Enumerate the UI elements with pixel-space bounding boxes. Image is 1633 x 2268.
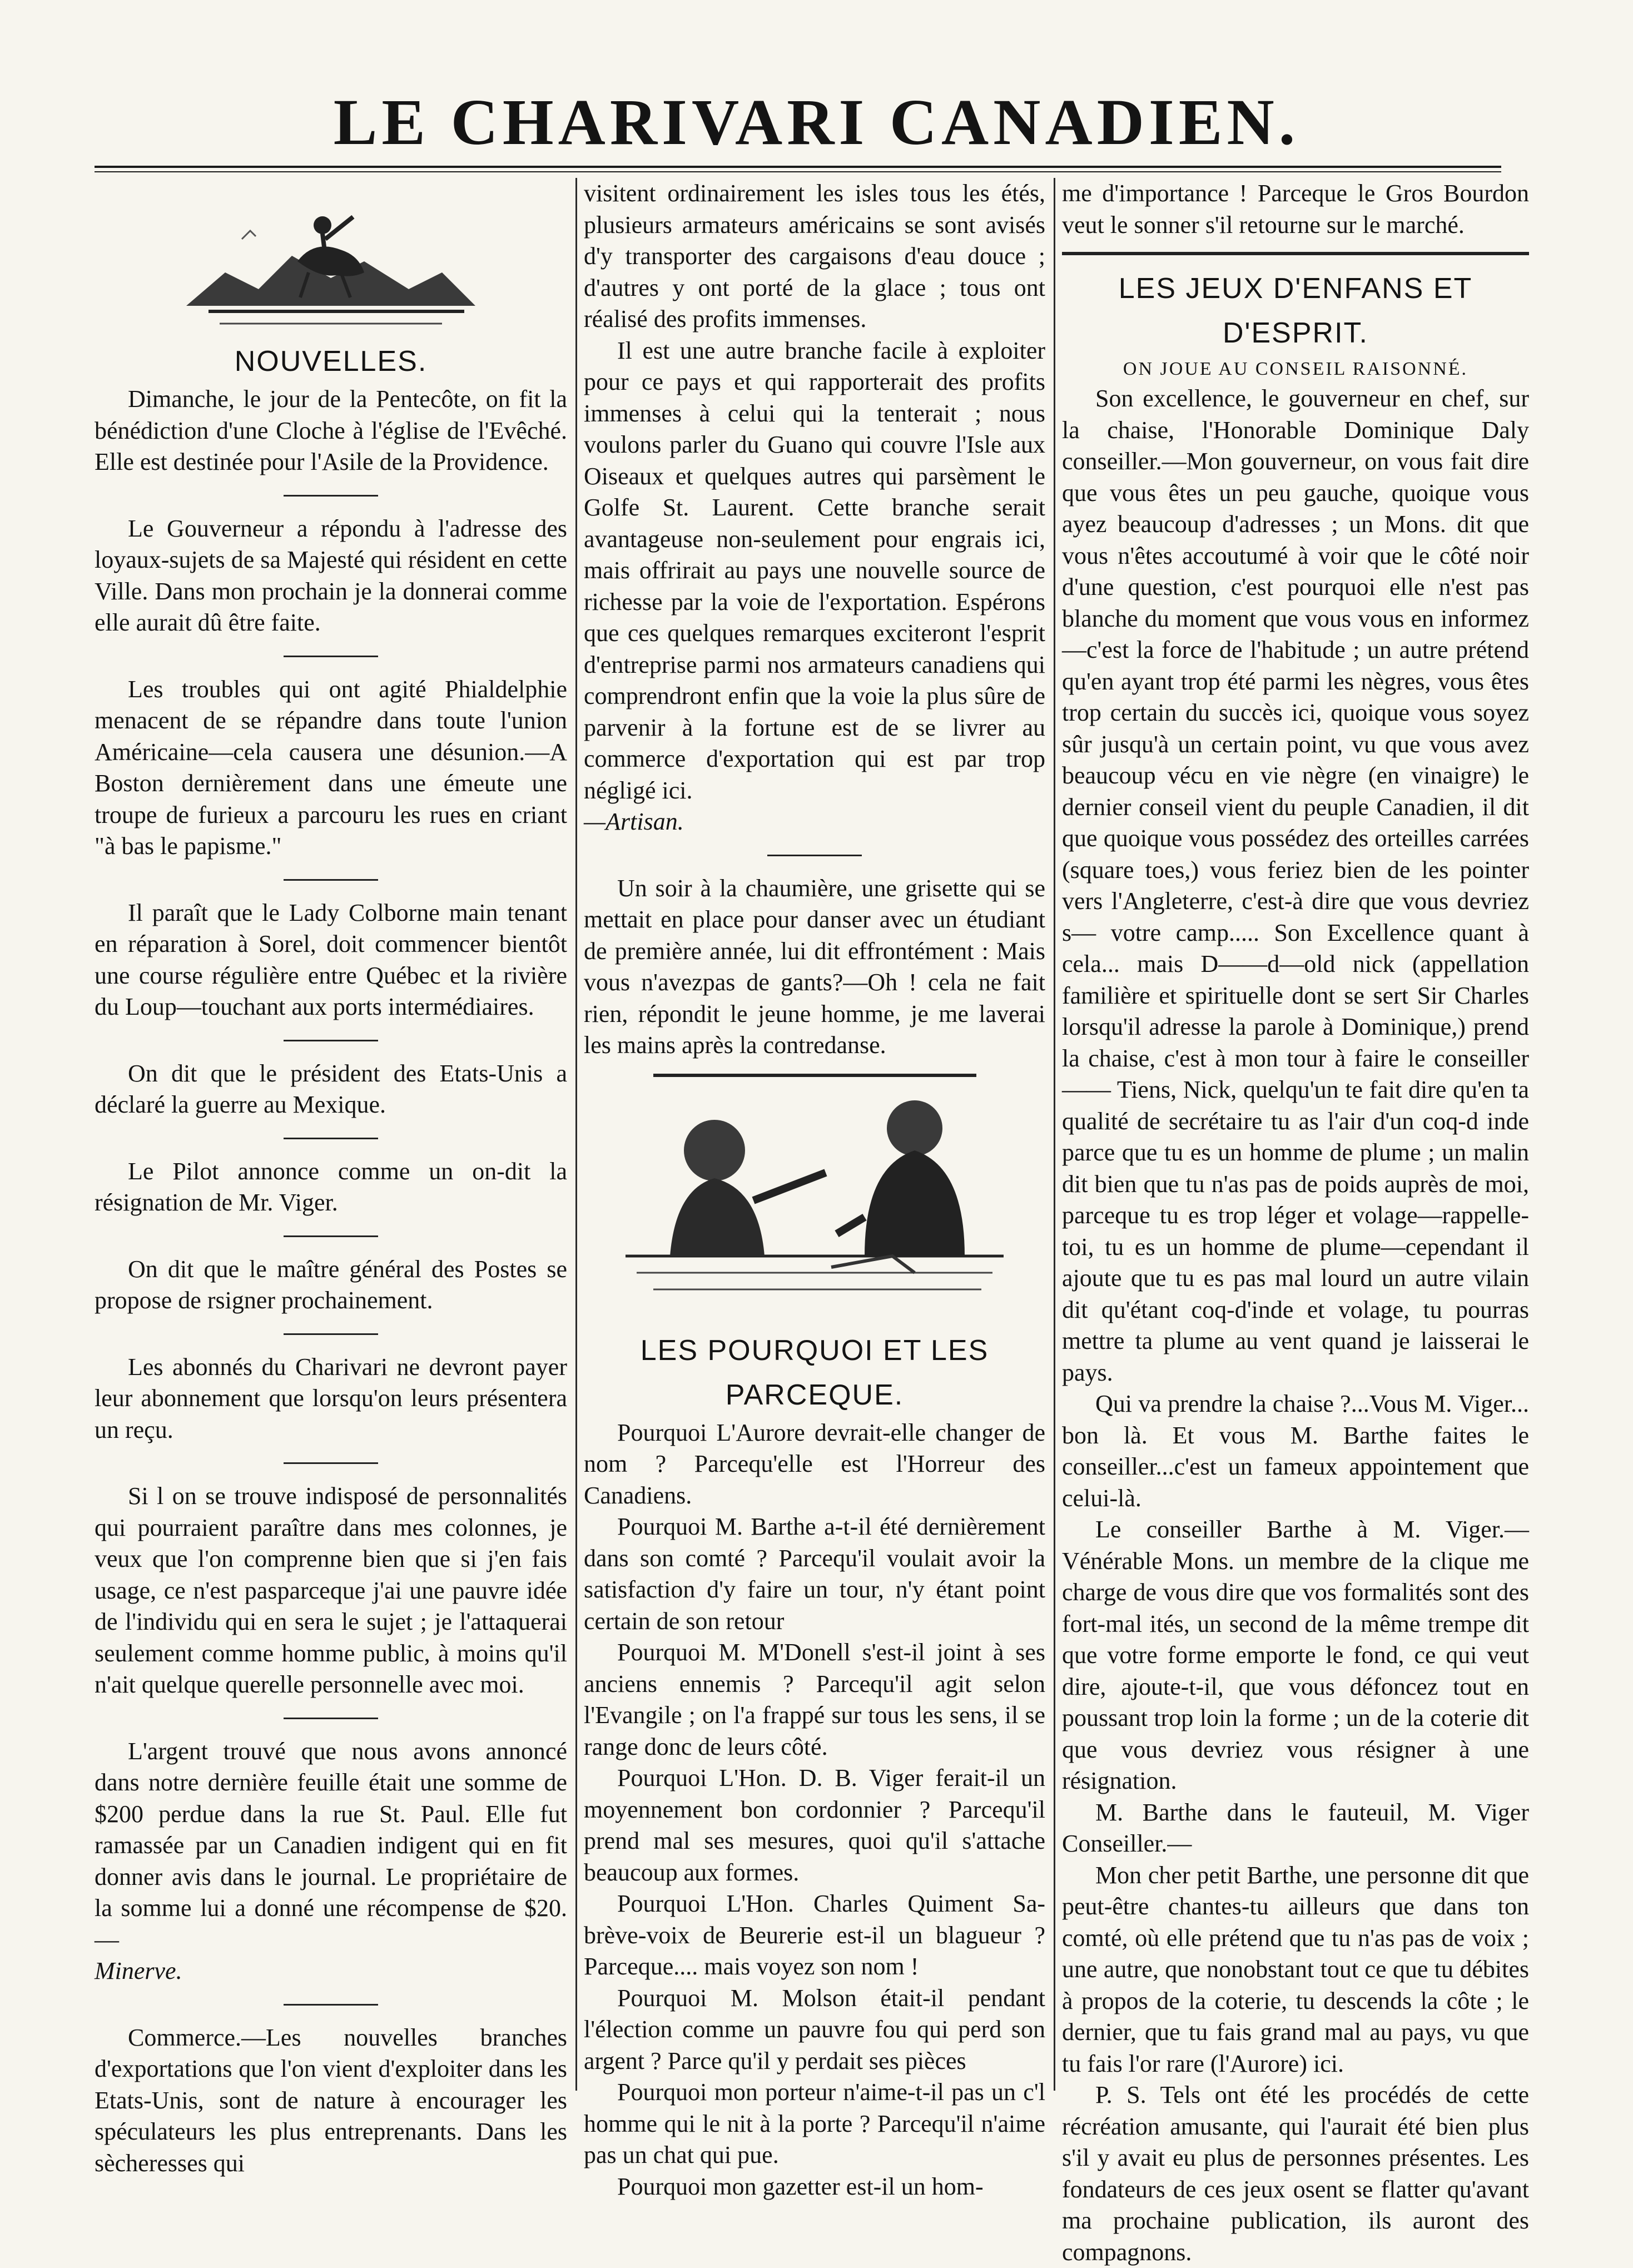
game-text: Le conseiller Barthe à M. Viger.—Vénérable Mons. un membre de la clique me charge de vous dire que vos formalités sont des fort-mal ités, un second de la même trempe dit que votre forme emporte le fond, ce qui veut dire, ajoute-t-il, que vous défoncez tout en poussant trop loin la forme ; un de la coterie dit que vous devriez vous résigner à une résignation.: [1062, 1516, 1529, 1794]
news-item: Dimanche, le jour de la Pentecôte, on fit la bénédiction d'une Cloche à l'église de l'Evêché. Elle est destinée pour l'Asile de la Providence.: [95, 385, 567, 475]
separator: [284, 1462, 378, 1464]
separator: [284, 1235, 378, 1237]
qa-item: Pourquoi L'Hon. D. B. Viger ferait-il un moyennement bon cordonnier ? Parcequ'il prend mal ses mesures, quoi qu'il s'attache beaucoup aux formes.: [584, 1764, 1045, 1886]
article-text: me d'importance ! Parceque le Gros Bourdon veut le sonner s'il retourne sur le marché.: [1062, 180, 1529, 239]
separator: [284, 1138, 378, 1139]
separator: [284, 495, 378, 497]
separator: [284, 656, 378, 657]
separator: [284, 879, 378, 881]
news-item: Les troubles qui ont agité Phialdelphie menacent de se répandre dans toute l'union Américaine—cela causera une désunion.—A Boston dernièrement dans une émeute une troupe de furieux a parcouru les rues en criant "à bas le papisme.": [95, 675, 567, 860]
news-item: Les abonnés du Charivari ne devront payer leur abonnement que lorsqu'on leurs présentera un reçu.: [95, 1353, 567, 1443]
game-text: P. S. Tels ont été les procédés de cette récréation amusante, qui l'aurait été bien plus s'il y avait eu plus de personnes présentes. Les fondateurs de ces jeux osent se flatter qu'avant ma prochaine publication, ils auront des compagnons.: [1062, 2081, 1529, 2266]
news-item: Le Gouverneur a répondu à l'adresse des loyaux-sujets de sa Majesté qui résident en cette Ville. Dans mon prochain je la donnerai comme elle aurait dû être faite.: [95, 514, 567, 636]
news-item: On dit que le maître général des Postes se propose de rsigner prochainement.: [95, 1255, 567, 1314]
article-source: —Artisan.: [584, 808, 684, 835]
separator: [284, 1333, 378, 1335]
qa-item: Pourquoi L'Aurore devrait-elle changer de nom ? Parcequ'elle est l'Horreur des Canadiens.: [584, 1418, 1045, 1509]
masthead-title: LE CHARIVARI CANADIEN.: [333, 86, 1300, 158]
horseman-engraving: [175, 178, 487, 345]
article-text: visitent ordinairement les isles tous les étés, plusieurs armateurs américains se sont avisés d'y transporter des cargaisons d'eau douce ; d'autres y ont porté de la glace ; tous ont réalisé des profits immenses.: [584, 180, 1045, 332]
qa-item: Pourquoi mon gazetter est-il un hom-: [617, 2172, 984, 2200]
separator: [767, 855, 862, 856]
news-item: Si l on se trouve indisposé de personnalités qui pourraient paraître dans mes colonnes, je veux que l'on comprenne bien que si j'en fais usage, ce n'est pasparceque j'ai une pauvre idée de l'individu qui en sera le sujet ; je l'attaquerai seulement comme homme public, à moins qu'il n'ait quelque querelle personnelle avec moi.: [95, 1482, 567, 1698]
pourquoi-heading: LES POURQUOI ET LES PARCEQUE.: [640, 1334, 989, 1411]
news-item: Commerce.—Les nouvelles branches d'exportations que l'on vient d'exploiter dans les Etats-Unis, sont de nature à encourager les spéculateurs les plus entreprenants. Dans les sècheresses qui: [95, 2023, 567, 2177]
column-2: [584, 178, 1045, 2200]
qa-item: Pourquoi L'Hon. Charles Quiment Sa-brève-voix de Beurerie est-il un blagueur ? Parceque.... mais voyez son nom !: [584, 1890, 1045, 1980]
game-text: M. Barthe dans le fauteuil, M. Viger Conseiller.—: [1062, 1798, 1529, 1857]
jeux-heading: LES JEUX D'ENFANS ET D'ESPRIT.: [1118, 272, 1473, 349]
section-rule: [1062, 252, 1529, 255]
qa-item: Pourquoi mon porteur n'aime-t-il pas un c'l homme qui le nit à la porte ? Parcequ'il n'aime pas un chat qui pue.: [584, 2078, 1045, 2168]
game-text: Mon cher petit Barthe, une personne dit que peut-être chantes-tu ailleurs que dans ton comté, où elle prétend que tu n'as pas de voix ; une autre, que nonobstant tout ce que tu débites à propos de la coterie, tu descends la côte ; le dernier, que tu fais grand mal au pays, vu que tu fais l'or rare (l'Aurore) ici.: [1062, 1861, 1529, 2077]
qa-item: Pourquoi M. Barthe a-t-il été dernièrement dans son comté ? Parcequ'il voulait avoir la satisfaction d'y faire un tour, n'y étant point certain de son retour: [584, 1513, 1045, 1635]
qa-item: Pourquoi M. Molson était-il pendant l'élection comme un pauvre fou qui perd son argent ? Parce qu'il y perdait ses pièces: [584, 1984, 1045, 2075]
qa-item: Pourquoi M. M'Donell s'est-il joint à ses anciens ennemis ? Parcequ'il agit selon l'Evangile ; on l'a frappé sur tous les sens, il se range donc de leurs côté.: [584, 1639, 1045, 1760]
article-text: Il est une autre branche facile à exploiter pour ce pays et qui rapporterait des profits immenses à celui qui la tenterait ; nous voulons parler du Guano qui couvre l'Isle aux Oiseaux et quelques autres qui parsèment le Golfe St. Laurent. Cette branche serait avantageuse non-seulement pour engrais ici, mais offrirait au pays une nouvelle source de richesse par la voie de l'exportation. Espérons que ces quelques remarques exciteront l'esprit d'entreprise parmi nos armateurs canadiens qui comprendront enfin que la voie la plus sûre de parvenir à la fortune est de se livrer au commerce d'exportation qui est par trop négligé ici.: [584, 336, 1045, 804]
news-item: L'argent trouvé que nous avons annoncé dans notre dernière feuille était une somme de $200 perdue dans la rue St. Paul. Elle fut ramassée par un Canadien indigent qui en fit donner avis dans le journal. Le propriétaire de la somme lui a donné une récompense de $20.—: [95, 1737, 567, 1953]
column-divider: [575, 178, 577, 2091]
game-text: Qui va prendre la chaise ?...Vous M. Viger... bon là. Et vous M. Barthe faites le conseiller...c'est un fameux appointement que celui-là.: [1062, 1390, 1529, 1512]
ornamental-rule: [653, 1074, 976, 1077]
jeux-subheading: ON JOUE AU CONSEIL RAISONNÉ.: [1123, 359, 1468, 379]
separator: [284, 2004, 378, 2006]
two-men-engraving: [603, 1089, 1026, 1323]
news-item: Le Pilot annonce comme un on-dit la résignation de Mr. Viger.: [95, 1157, 567, 1216]
column-divider: [1054, 178, 1055, 2091]
column-1: [95, 178, 567, 2177]
news-item: On dit que le président des Etats-Unis a déclaré la guerre au Mexique.: [95, 1059, 567, 1118]
masthead-rule-thin: [95, 171, 1501, 172]
column-3: [1062, 178, 1529, 2266]
game-text: Son excellence, le gouverneur en chef, sur la chaise, l'Honorable Dominique Daly conseiller.—Mon gouverneur, on vous fait dire que vous êtes un peu gauche, quoique vous ayez beaucoup d'adresses ; un Mons. dit que vous n'êtes accoutumé à voir que le côté noir d'une question, c'est pourquoi elle n'est pas blanche du moment que vous vous en informez—c'est la force de l'habitude ; un autre prétend qu'en ayant trop été parmi les nègres, vous êtes trop certain du succès ici, quoique vous soyez sûr jusqu'à un certain point, vu que vous avez beaucoup vécu en vie nègre (en vinaigre) le dernier conseil vient du peuple Canadien, il dit que quoique vous possédez des orteilles carrées (square toes,) vous feriez bien de les pointer vers l'Angleterre, c'est-à dire que vous devriez s— votre camp..... Son Excellence quant à cela... mais D——d—old nick (appellation familière et spirituelle dont se sert Sir Charles lorsqu'il adresse la parole à Dominique,) prend la chaise, c'est à mon tour à faire le conseiller—— Tiens, Nick, quelqu'un te fait dire qu'en ta qualité de secrétaire tu as l'air d'un coq-d inde parce que tu es un homme de plume ; un malin dit bien que tu n'as pas de poids auprès de moi, parceque tu es trop léger et volage—rappelle-toi, tu es un homme de plume—cependant il ajoute que tu es pas mal lourd un autre vilain dit qu'étant coq-d'inde et volage, tu pourras mettre ta plume au vent quand je laisserai le pays.: [1062, 385, 1529, 1386]
masthead-rule: [95, 166, 1501, 168]
news-source: Minerve.: [95, 1957, 182, 1984]
separator: [284, 1718, 378, 1719]
nouvelles-heading: NOUVELLES.: [234, 345, 428, 378]
news-item: Il paraît que le Lady Colborne main tenant en réparation à Sorel, doit commencer bientôt une course régulière entre Québec et la rivière du Loup—touchant aux ports intermédiaires.: [95, 899, 567, 1020]
separator: [284, 1040, 378, 1041]
anecdote: Un soir à la chaumière, une grisette qui se mettait en place pour danser avec un étudiant de première année, lui dit effrontément : Mais vous n'avezpas de gants?—Oh ! cela ne fait rien, répondit le jeune homme, je me laverai les mains après la contredanse.: [584, 874, 1045, 1059]
